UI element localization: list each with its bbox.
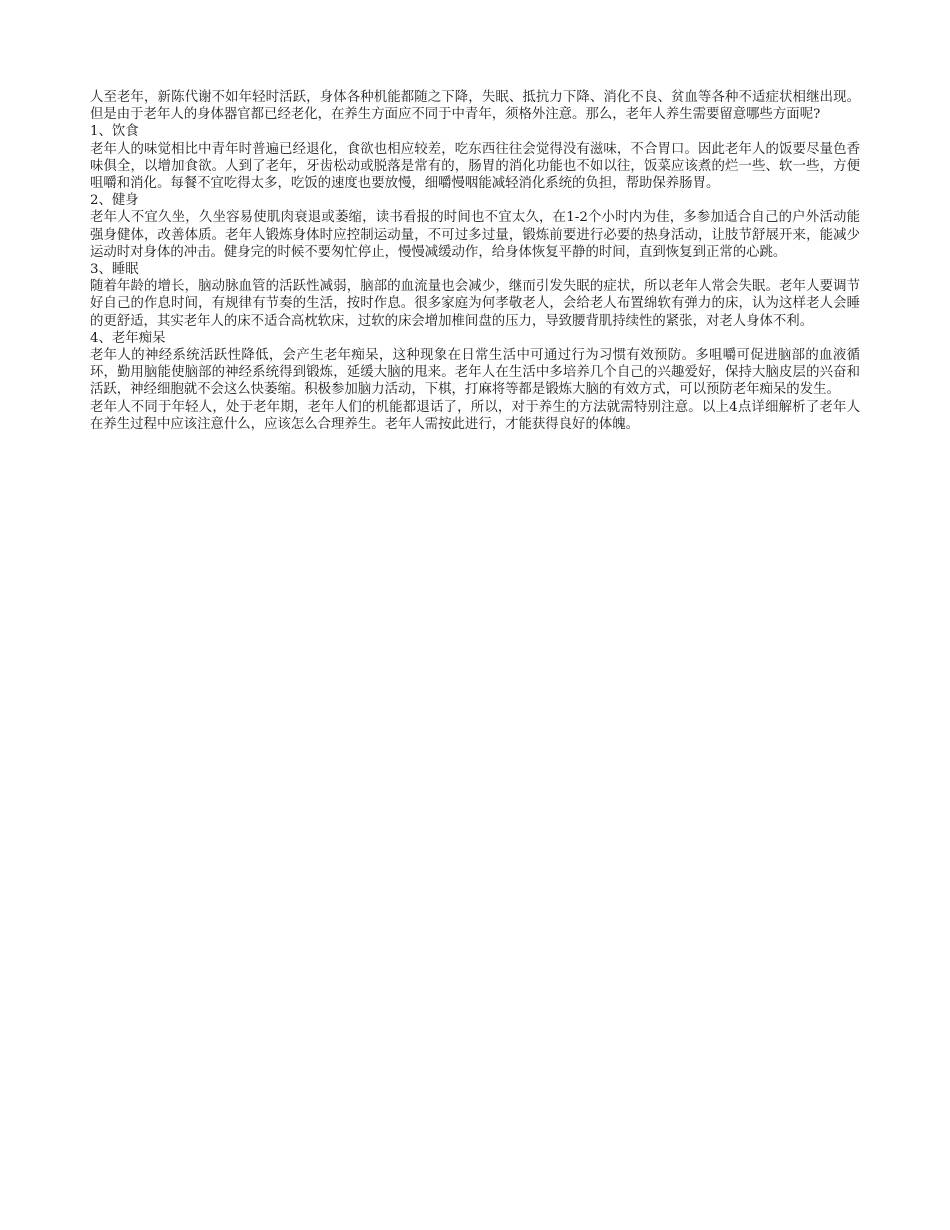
section-body-sleep: 随着年龄的增长，脑动脉血管的活跃性减弱，脑部的血流量也会减少，继而引发失眠的症状，所以老年人常会失眠。老年人要调节好自己的作息时间，有规律有节奏的生活，按时作息。很多家庭为何孝敬老人，会给老人布置绵软有弹力的床，认为这样老人会睡的更舒适，其实老年人的床不适合高枕软床，过软的床会增加椎间盘的压力，导致腰背肌持续性的紧张，对老人身体不利。	[90, 279, 860, 329]
section-heading-diet: 1、饮食	[90, 124, 139, 140]
conclusion-paragraph: 老年人不同于年轻人，处于老年期，老年人们的机能都退话了，所以，对于养生的方法就需特别注意。以上4点详细解析了老年人在养生过程中应该注意什么，应该怎么合理养生。老年人需按此进行，才能获得良好的体魄。	[90, 399, 860, 432]
section-heading-sleep: 3、睡眠	[90, 262, 139, 278]
section-heading-dementia: 4、老年痴呆	[90, 330, 166, 346]
section-body-diet: 老年人的味觉相比中青年时普遍已经退化，食欲也相应较差，吃东西往往会觉得没有滋味，不合胃口。因此老年人的饭要尽量色香味俱全，以增加食欲。人到了老年，牙齿松动或脱落是常有的，肠胃的消化功能也不如以往，饭菜应该煮的烂一些、软一些，方便咀嚼和消化。每餐不宜吃得太多，吃饭的速度也要放慢，细嚼慢咽能减轻消化系统的负担，帮助保养肠胃。	[90, 141, 860, 192]
article-body	[90, 89, 860, 433]
section-heading-fitness: 2、健身	[90, 193, 139, 209]
intro-paragraph: 人至老年，新陈代谢不如年轻时活跃，身体各种机能都随之下降，失眠、抵抗力下降、消化不良、贫血等各种不适症状相继出现。但是由于老年人的身体器官都已经老化，在养生方面应不同于中青年，须格外注意。那么，老年人养生需要留意哪些方面呢?	[90, 90, 860, 123]
section-body-dementia: 老年人的神经系统活跃性降低，会产生老年痴呆，这种现象在日常生活中可通过行为习惯有效预防。多咀嚼可促进脑部的血液循环，勤用脑能使脑部的神经系统得到锻炼，延缓大脑的甩来。老年人在生活中多培养几个自己的兴趣爱好，保持大脑皮层的兴奋和活跃，神经细胞就不会这么快萎缩。积极参加脑力活动，下棋，打麻将等都是锻炼大脑的有效方式，可以预防老年痴呆的发生。	[90, 348, 860, 398]
section-body-fitness: 老年人不宜久坐，久坐容易使肌肉衰退或萎缩，读书看报的时间也不宜太久，在1-2个小时内为佳，多参加适合自己的户外活动能强身健体，改善体质。老年人锻炼身体时应控制运动量，不可过多过量，锻炼前要进行必要的热身活动，让肢节舒展开来，能减少运动时对身体的冲击。健身完的时候不要匆忙停止，慢慢减缓动作，给身体恢复平静的时间，直到恢复到正常的心跳。	[90, 210, 860, 260]
